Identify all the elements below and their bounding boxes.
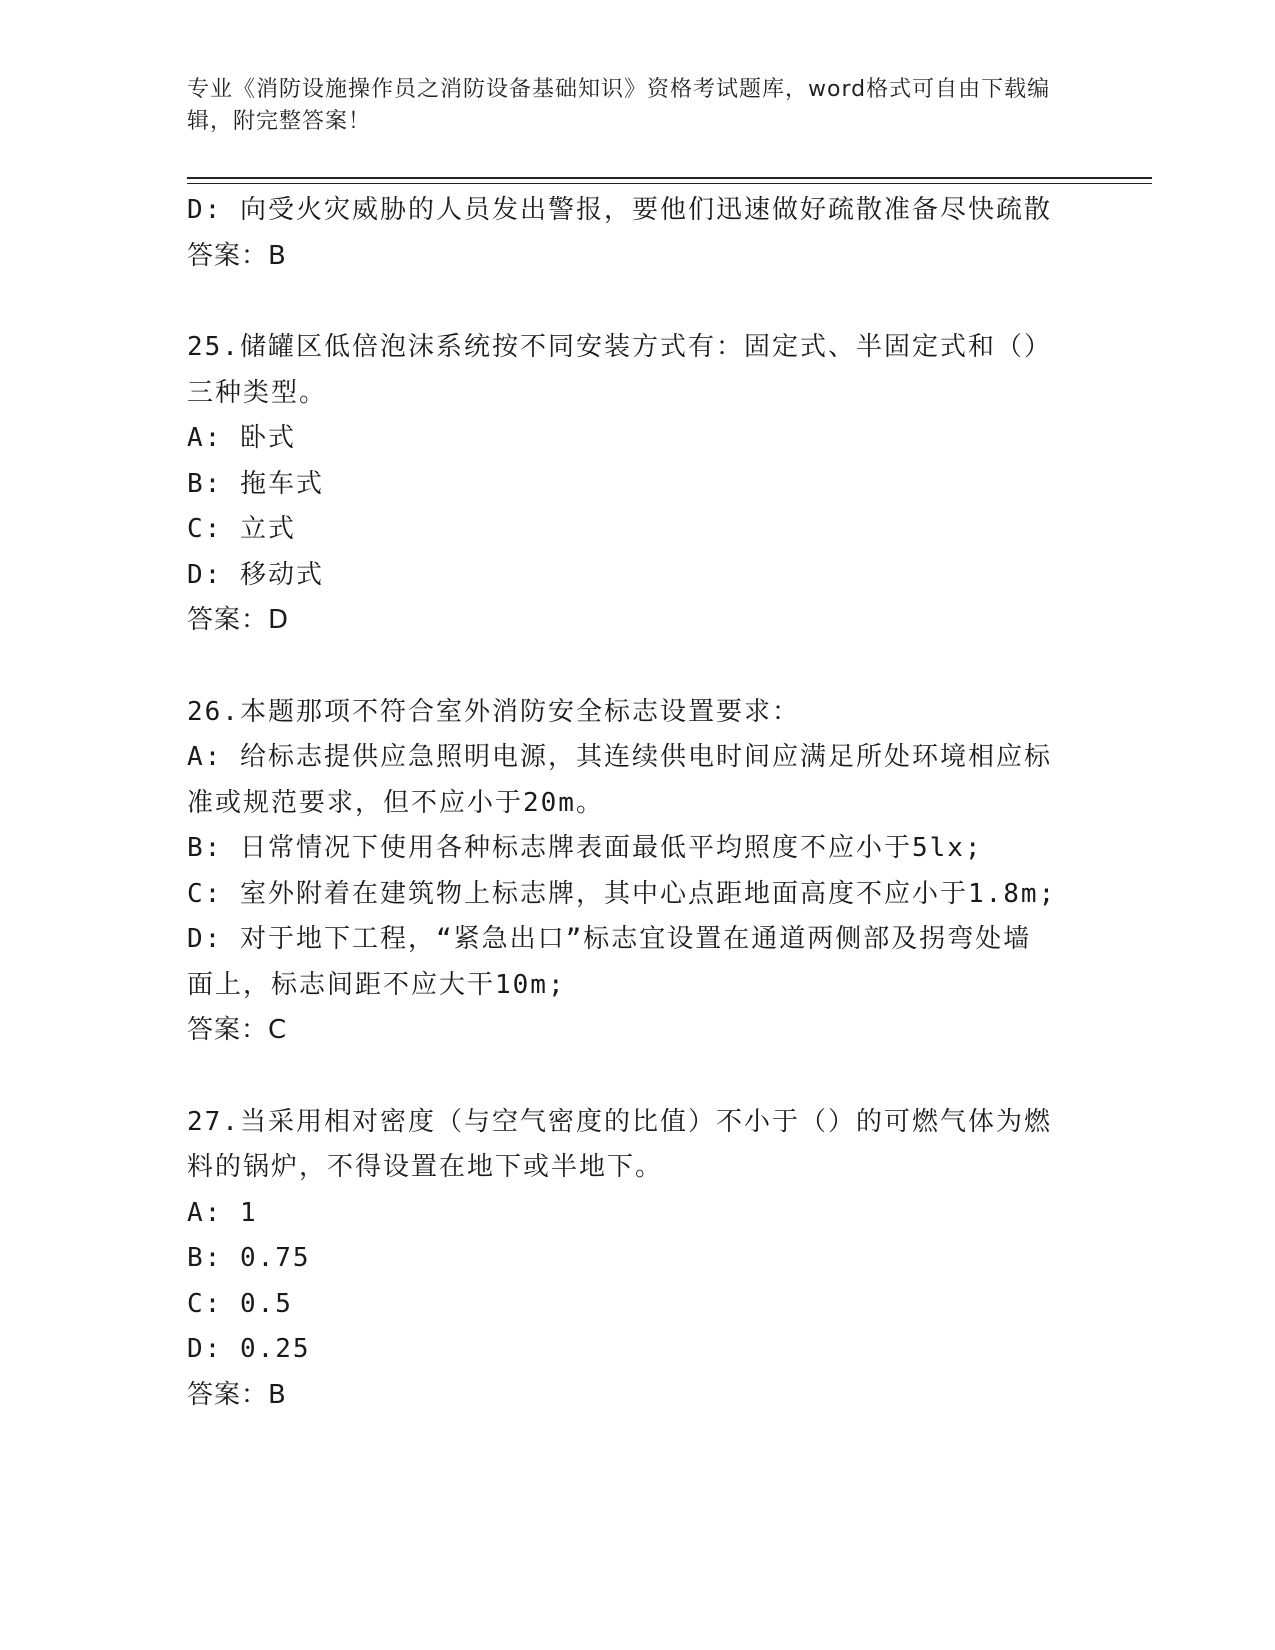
header-title: 专业《消防设施操作员之消防设备基础知识》资格考试题库，word格式可自由下载编辑，附完整答案！ [187,77,1051,134]
option-b: B: 拖车式 [187,468,324,499]
spacer [187,1054,1067,1100]
option-b: B: 日常情况下使用各种标志牌表面最低平均照度不应小于5lx; [187,833,983,863]
option-d: D: 移动式 [187,559,324,590]
question-stem: 27.当采用相对密度（与空气密度的比值）不小于（）的可燃气体为燃 [187,1106,1052,1137]
option-a-continued: 准或规范要求，但不应小于20m。 [187,787,604,818]
question-26 [187,690,1067,1054]
answer: 答案：B [187,240,287,271]
option-a: A: 给标志提供应急照明电源，其连续供电时间应满足所处环境相应标 [187,742,1052,772]
question-stem: 26.本题那项不符合室外消防安全标志设置要求： [187,696,800,727]
option-a: A: 卧式 [187,423,296,453]
lead-question-tail [187,188,1067,279]
spacer [187,279,1067,325]
option-c: C: 立式 [187,514,296,544]
option-d: D: 向受火灾威胁的人员发出警报，要他们迅速做好疏散准备尽快疏散 [187,195,1052,225]
header-rule-thin [187,183,1152,184]
answer: 答案：B [187,1379,287,1410]
option-d: D: 对于地下工程，“紧急出口”标志宜设置在通道两侧部及拐弯处墙 [187,924,1032,954]
question-stem-continued: 三种类型。 [187,377,328,408]
option-c: C: 0.5 [187,1288,293,1319]
spacer [187,644,1067,690]
option-b: B: 0.75 [187,1243,311,1273]
header-rule-thick [187,177,1152,179]
question-stem-continued: 料的锅炉，不得设置在地下或半地下。 [187,1152,664,1182]
option-d-continued: 面上，标志间距不应大干10m; [187,969,566,1000]
question-27 [187,1100,1067,1419]
option-a: A: 1 [187,1197,258,1228]
question-25 [187,325,1067,644]
question-stem: 25.储罐区低倍泡沫系统按不同安装方式有：固定式、半固定式和（） [187,332,1052,362]
document-header [187,74,1077,138]
question-content [187,188,1067,1418]
option-c: C: 室外附着在建筑物上标志牌，其中心点距地面高度不应小于1.8m; [187,878,1057,909]
option-d: D: 0.25 [187,1334,311,1364]
answer: 答案：C [187,1015,288,1045]
answer: 答案：D [187,605,290,635]
